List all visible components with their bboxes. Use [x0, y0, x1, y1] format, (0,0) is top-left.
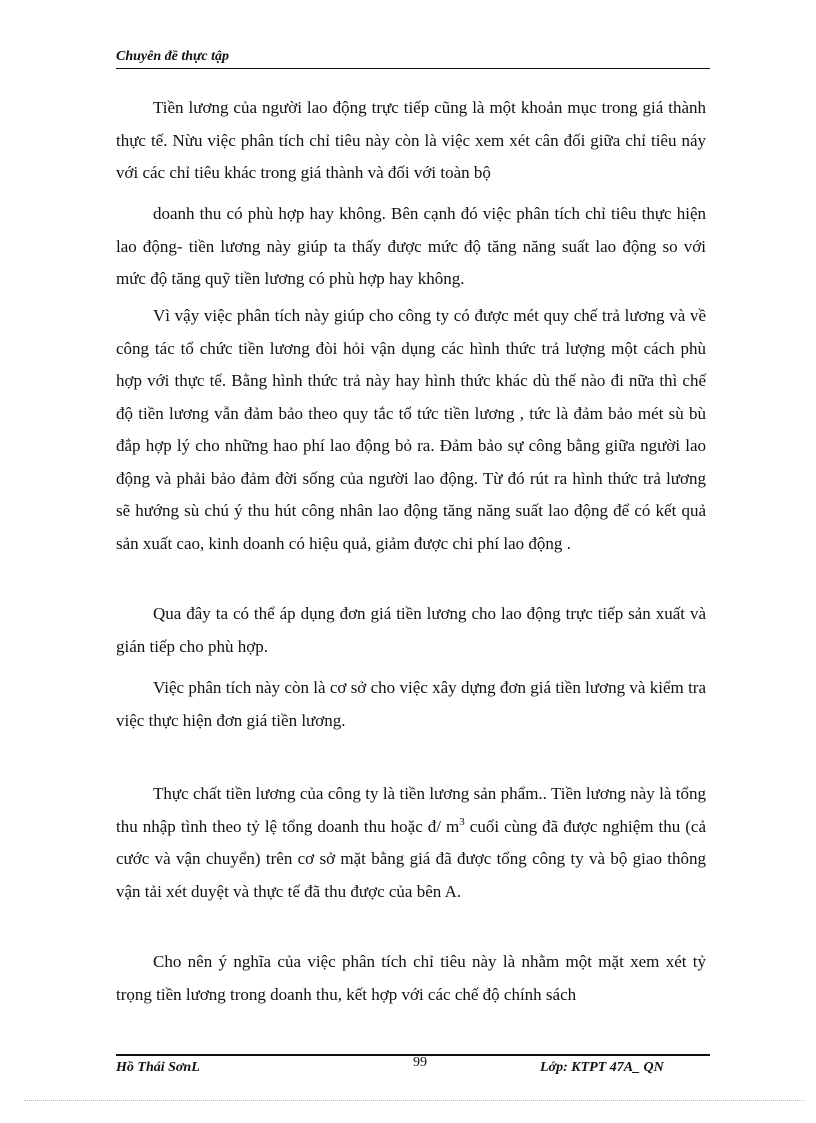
- superscript-3: 3: [459, 815, 465, 828]
- paragraph-7: Cho nên ý nghĩa của việc phân tích chỉ tiêu này là nhằm một mặt xem xét tỷ trọng tiền lương trong doanh thu, kết hợp với các chế độ chính sách: [116, 952, 706, 1004]
- paragraph-6: [116, 778, 706, 908]
- page-number: 99: [413, 1055, 427, 1070]
- paragraph-5: Việc phân tích này còn là cơ sở cho việc xây dựng đơn giá tiền lương và kiểm tra việc thực hiện đơn giá tiền lương.: [116, 678, 706, 730]
- paragraph-4: Qua đây ta có thể áp dụng đơn giá tiền lương cho lao động trực tiếp sản xuất và gián tiếp cho phù hợp.: [116, 604, 706, 656]
- footer-author: Hồ Thái SơnL: [116, 1060, 200, 1075]
- paragraph-6-part-b: cuối cùng đã được nghiệm thu (cả cước và vận chuyển) trên cơ sở mặt bằng giá đã được tổng công ty và bộ giao thông vận tải xét duyệt và thực tế đã thu được của bên A.: [116, 816, 706, 901]
- page-header-title: Chuyên đề thực tập: [116, 49, 230, 64]
- paragraph-2: doanh thu có phù hợp hay không. Bên cạnh đó việc phân tích chỉ tiêu thực hiện lao động- tiền lương này giúp ta thấy được mức độ tăng năng suất lao động so với mức độ tăng quỹ tiền lương có phù hợp hay không.: [116, 204, 706, 288]
- footer-class-label: Lớp: KTPT 47A_ QN: [540, 1060, 664, 1075]
- paragraph-3: Vì vậy việc phân tích này giúp cho công ty có được mét quy chế trả lương và về công tác tổ chức tiền lương đòi hỏi vận dụng các hình thức trả lượng một cách phù hợp với thực tế. Bằng hình thức trả này hay hình thức khác dù thế nào đi nữa thì chế độ tiền lương vẫn đảm bảo theo quy tắc tổ tức tiền lương , tức là đảm bảo mét sù bù đắp hợp lý cho những hao phí lao động bỏ ra. Đảm bảo sự công bằng giữa người lao động và phải bảo đảm đời sống của người lao động. Từ đó rút ra hình thức trả lương sẽ hướng sù chú ý thu hút công nhân lao động tăng năng suất lao động để có kết quả sản xuất cao, kinh doanh có hiệu quả, giảm được chi phí lao động .: [116, 306, 706, 553]
- paragraph-6-part-a: Thực chất tiền lương của công ty là tiền lương sản phẩm.. Tiền lương này là tổng thu nhập tình theo tỷ lệ tổng doanh thu hoặc đ/ m: [116, 784, 706, 836]
- paragraph-1: Tiền lương của người lao động trực tiếp cũng là một khoản mục trong giá thành thực tế. Nừu việc phân tích chỉ tiêu này còn là việc xem xét cân đối giữa chỉ tiêu náy với các chỉ tiêu khác trong giá thành và đối với toàn bộ: [116, 98, 706, 182]
- header-divider: [116, 68, 710, 69]
- page-bottom-border: [24, 1100, 804, 1101]
